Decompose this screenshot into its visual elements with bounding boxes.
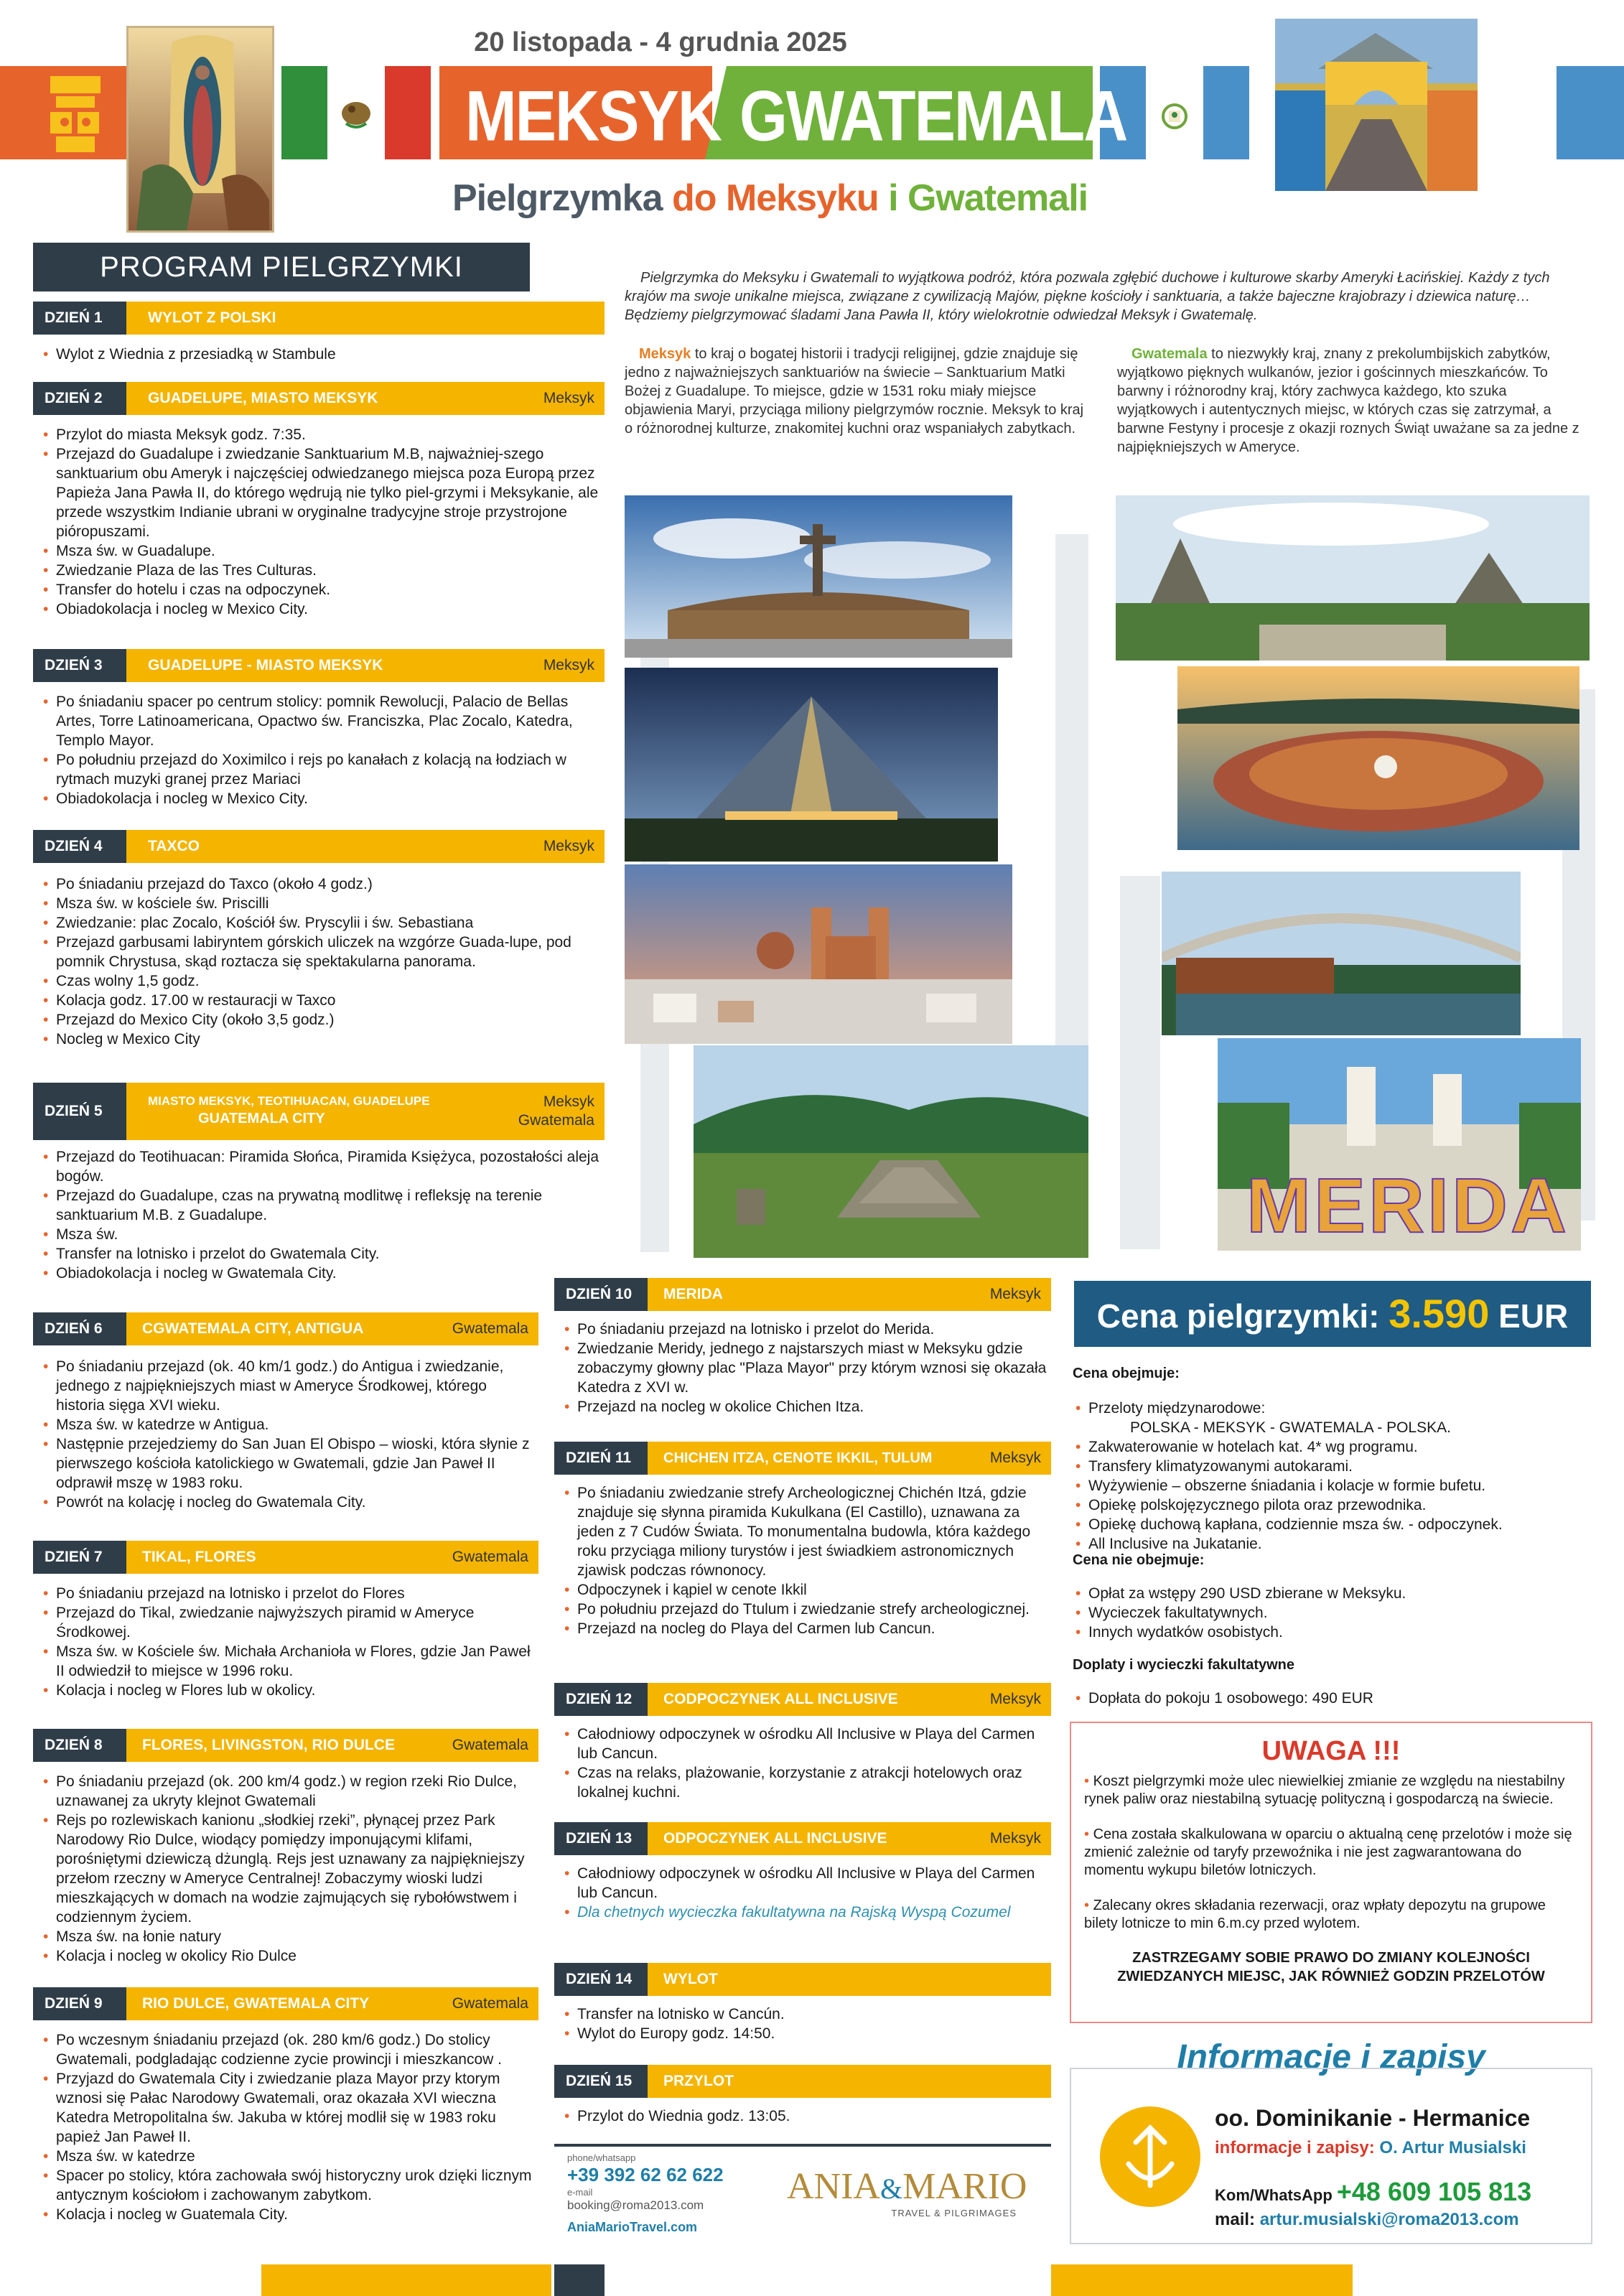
day-place: Gwatemala xyxy=(452,1320,528,1337)
day-place-line-2: Gwatemala xyxy=(518,1112,594,1129)
day-place: Meksyk xyxy=(989,1286,1041,1302)
day-13-header xyxy=(554,1822,1051,1855)
list-item: • Przylot do Wiednia godz. 13:05. xyxy=(561,2106,1047,2126)
list-item: • Obiadokolacja i nocleg w Gwatemala City. xyxy=(40,1264,600,1283)
day-title: GUADELUPE - MIASTO MEKSYK xyxy=(126,649,605,682)
list-item: • Przeloty międzynarodowe: xyxy=(1073,1399,1590,1418)
info-contact xyxy=(1215,2138,1526,2158)
bullet-icon: • xyxy=(1084,1773,1093,1789)
mexico-text: to kraj o bogatej historii i tradycji religijnej, gdzie znajduje się jedno z najważniejszych sanktuariów na świecie – Sanktuarium Matki Bożej z Guadalupe. To miejsce, gdzie w 1531 roku miały miejsce objawienia Maryi, przyciąga miliony pielgrzymów rocznie. Meksyk to kraj o różnorodnej kulturze, znakomitej kuchni oraz wspaniałych zabytkach. xyxy=(625,346,1084,437)
list-item: • Czas na relaks, plażowanie, korzystanie z atrakcji hotelowych oraz lokalnej kuchni. xyxy=(561,1763,1047,1802)
day-title: TAXCO xyxy=(126,830,605,863)
day-title: FLORES, LIVINGSTON, RIO DULCE xyxy=(126,1729,538,1762)
day-9-list xyxy=(40,2030,536,2224)
list-item: • Po śniadaniu przejazd do Taxco (około 4 godz.) xyxy=(40,874,600,894)
day-label: DZIEŃ 12 xyxy=(554,1683,648,1716)
price-includes xyxy=(1073,1364,1590,1554)
day-place: Meksyk xyxy=(543,657,594,673)
day-place: Meksyk xyxy=(989,1450,1041,1466)
list-item: • Całodniowy odpoczynek w ośrodku All Inclusive w Playa del Carmen lub Cancun. xyxy=(561,1725,1047,1763)
day-place: Gwatemala xyxy=(452,1737,528,1753)
day-title: PRZYLOT xyxy=(648,2065,1051,2098)
list-item: • Przejazd do Tikal, zwiedzanie najwyższych piramid w Ameryce Środkowej. xyxy=(40,1603,536,1642)
footer-bar-yellow-right xyxy=(1051,2264,1353,2296)
mexico-name: Meksyk xyxy=(639,346,691,362)
day-title: GUADELUPE, MIASTO MEKSYK xyxy=(126,382,605,415)
price-label: Cena pielgrzymki: xyxy=(1096,1297,1389,1335)
list-item: • Przejazd garbusami labiryntem górskich uliczek na wzgórze Guada-lupe, pod pomnik Chrystusa, skąd roztacza się spektakularna panorama. xyxy=(40,933,600,971)
dominican-logo-icon xyxy=(1100,2106,1200,2207)
bullet-icon: • xyxy=(1084,1898,1093,1913)
day-3-list xyxy=(40,692,600,808)
agency-logo-amp: & xyxy=(879,2173,903,2205)
list-item-optional-trip: • Dla chetnych wycieczka fakultatywna na Rajską Wyspą Cozumel xyxy=(561,1903,1047,1922)
day-title: CODPOCZYNEK ALL INCLUSIVE xyxy=(648,1683,1051,1716)
day-12-list xyxy=(561,1725,1047,1802)
list-item: • Po południu przejazd do Xoximilco i rejs po kanałach z kolacją na łodziach w rytmach muzyki granej przez Mariaci xyxy=(40,750,600,789)
day-title-line-2: GUATEMALA CITY xyxy=(198,1111,325,1126)
list-item: • Zwiedzanie Meridy, jednego z najstarszych miast w Meksyku gdzie zobaczymy głowny plac "Plaza Mayor" przy którym wznosi się okazała Katedra z XVI w. xyxy=(561,1339,1047,1397)
day-2-header xyxy=(33,382,605,415)
day-5-list xyxy=(40,1147,600,1283)
info-phone-number[interactable]: +48 609 105 813 xyxy=(1336,2177,1532,2206)
includes-route: POLSKA - MEKSYK - GWATEMALA - POLSKA. xyxy=(1130,1419,1451,1436)
list-item: • Odpoczynek i kąpiel w cenote Ikkil xyxy=(561,1580,1047,1600)
header-band-right-blue xyxy=(1557,66,1624,159)
day-label: DZIEŃ 13 xyxy=(554,1822,648,1855)
list-item: • Msza św. w kościele św. Priscilli xyxy=(40,894,600,913)
day-1-list xyxy=(40,345,600,364)
header-band-mx-green xyxy=(281,66,327,159)
warning-item xyxy=(1084,1897,1577,1933)
price-excludes xyxy=(1073,1551,1590,1642)
list-item: • Opłat za wstępy 290 USD zbierane w Meksyku. xyxy=(1073,1584,1590,1603)
info-phone-label: Kom/WhatsApp xyxy=(1215,2186,1337,2204)
list-item: • Msza św. na łonie natury xyxy=(40,1927,536,1946)
rio-dulce-bridge-photo xyxy=(1162,872,1521,1035)
footer-bar-yellow-left xyxy=(261,2264,551,2296)
list-item: • Po śniadaniu zwiedzanie strefy Archeologicznej Chichén Itzá, gdzie znajduje się słynna piramida Kukulkana (El Castillo), uznawana za jeden z 7 Cudów Świata. To monumentalna budowla, która każdego roku przyciąga miliony turystów i jest świadkiem astronomicznych zjawisk podczas równonocy. xyxy=(561,1483,1047,1580)
taxco-city-photo xyxy=(625,864,1012,1044)
day-8-list xyxy=(40,1772,536,1966)
list-item: • Po śniadaniu spacer po centrum stolicy: pomnik Rewolucji, Palacio de Bellas Artes, Torre Latinoamericana, Opactwo św. Franciszka, Plac Zocalo, Katedra, Templo Mayor. xyxy=(40,692,600,750)
list-item: • Następnie przejedziemy do San Juan El Obispo – wioski, która słynie z pierwszego kościoła katolickiego w Gwatemali, gdzie Jan Paweł II odprawił mszę w 1983 roku. xyxy=(40,1434,536,1493)
list-item: • Opiekę duchową kapłana, codziennie msza św. - odpoczynek. xyxy=(1073,1515,1590,1534)
list-item: • Transfer do hotelu i czas na odpoczynek. xyxy=(40,580,600,599)
list-item: • Wylot z Wiednia z przesiadką w Stambule xyxy=(40,345,600,364)
guatemala-name: Gwatemala xyxy=(1131,346,1208,362)
info-heading: Informacje i zapisy xyxy=(1177,2038,1485,2076)
list-item: • Zakwaterowanie w hotelach kat. 4* wg programu. xyxy=(1073,1437,1590,1457)
extra-heading: Doplaty i wycieczki fakultatywne xyxy=(1073,1657,1294,1673)
list-item: • Msza św. w katedrze xyxy=(40,2147,536,2166)
info-mail-label: mail: xyxy=(1215,2210,1260,2229)
extra-costs xyxy=(1073,1656,1590,1708)
list-item: • Nocleg w Mexico City xyxy=(40,1030,600,1049)
intro-text: Pielgrzymka do Meksyku i Gwatemali to wyjątkowa podróż, która pozwala zgłębić duchowe i kulturowe skarby Ameryki Łacińskiej. Każdy z tych krajów ma swoje unikalne miejsca, związane z cywilizacją Majów, piękne kościoły i sanktuaria, a także bajeczne krajobrazy i dziewica naturę… Będziemy pielgrzymować śladami Jana Pawła II, który wielokrotnie odwiedzał Meksyk i Gwatemalę. xyxy=(625,270,1550,323)
warning-item xyxy=(1084,1826,1577,1880)
agency-phone[interactable]: +39 392 62 62 622 xyxy=(567,2164,724,2185)
list-item: • Rejs po rozlewiskach kanionu „słodkiej rzeki”, płynącej przez Park Narodowy Rio Dulce, wiodący pomiędzy imponującymi klifami, porośniętymi dziewiczą dżunglą. Rejs jest uznawany za najpiękniejszy przełom rzeczny w Ameryce Centralnej! Zobaczymy wioski ludzi mieszkających w domach na wodzie zajmujących się rybołówstwem i codziennym życiem. xyxy=(40,1811,536,1927)
day-title: TIKAL, FLORES xyxy=(126,1541,538,1574)
list-item: • Wyżywienie – obszerne śniadania i kolacje w formie bufetu. xyxy=(1073,1476,1590,1495)
teotihuacan-pyramid-photo xyxy=(694,1045,1088,1258)
day-9-header xyxy=(33,1987,538,2020)
list-item: • Wycieczek fakultatywnych. xyxy=(1073,1603,1590,1623)
list-item: • Wylot do Europy godz. 14:50. xyxy=(561,2024,1047,2043)
day-title: CHICHEN ITZA, CENOTE IKKIL, TULUM xyxy=(648,1442,1051,1475)
list-item: • Kolacja i nocleg w okolicy Rio Dulce xyxy=(40,1946,536,1966)
subtitle xyxy=(452,177,1088,220)
list-item: • Przyjazd do Gwatemala City i zwiedzanie plaza Mayor przy ktorym wznosi się Pałac Narodowy Gwatemali, oraz okazała XVI wieczna Katedra Metropolitalna św. Jakuba w której modlił się w 1983 roku papież Jan Paweł II. xyxy=(40,2069,536,2147)
guatemala-coat-of-arms-icon xyxy=(1157,99,1192,134)
list-item: • Innych wydatków osobistych. xyxy=(1073,1623,1590,1642)
day-11-header xyxy=(554,1442,1051,1475)
day-6-header xyxy=(33,1312,538,1345)
day-label: DZIEŃ 7 xyxy=(33,1541,126,1574)
list-item: • Transfer na lotnisko w Cancún. xyxy=(561,2005,1047,2024)
agency-email[interactable]: booking@roma2013.com xyxy=(567,2198,704,2212)
title-guatemala: GWATEMALA xyxy=(739,77,1127,157)
day-place: Meksyk xyxy=(989,1830,1041,1847)
trip-dates: 20 listopada - 4 grudnia 2025 xyxy=(474,27,847,57)
day-8-header xyxy=(33,1729,538,1762)
list-item: • Transfer na lotnisko i przelot do Gwatemala City. xyxy=(40,1244,600,1264)
day-3-header xyxy=(33,649,605,682)
list-item: • Przejazd na nocleg do Playa del Carmen lub Cancun. xyxy=(561,1619,1047,1638)
list-item: • Obiadokolacja i nocleg w Mexico City. xyxy=(40,789,600,808)
list-item: • Kolacja i nocleg w Flores lub w okolicy. xyxy=(40,1681,536,1700)
agency-logo-word-2: MARIO xyxy=(902,2166,1027,2207)
list-item: • Przejazd do Guadalupe i zwiedzanie Sanktuarium M.B, najważniej-szego sanktuarium obu Ameryk i najczęściej odwiedzanego miejsca poza Europą przez Papieża Jana Pawła II, do którego wędrują nie tylko piel-grzymi i Meksykanie, ale przede wszystkim Indianie ubrani w oryginalne tradycyjne stroje przystrojone pióropuszami. xyxy=(40,444,600,541)
extra-list xyxy=(1073,1689,1590,1708)
list-item: • Czas wolny 1,5 godz. xyxy=(40,971,600,991)
day-10-list xyxy=(561,1320,1047,1417)
info-box xyxy=(1070,2068,1592,2244)
list-item: • Po wczesnym śniadaniu przejazd (ok. 280 km/6 godz.) Do stolicy Gwatemali, podgladając codzienne zycie prowincji i mieszkancow . xyxy=(40,2030,536,2069)
day-4-header xyxy=(33,830,605,863)
day-4-list xyxy=(40,874,600,1049)
day-6-list xyxy=(40,1357,536,1512)
day-1-header xyxy=(33,302,605,335)
excludes-list xyxy=(1073,1584,1590,1642)
subtitle-part-3: Meksyku xyxy=(725,177,889,219)
guadalupe-basilica-photo xyxy=(625,495,1012,658)
day-title: WYLOT xyxy=(648,1963,1051,1996)
merida-sign-text: MERIDA xyxy=(1246,1162,1569,1249)
day-14-list xyxy=(561,2005,1047,2043)
list-item: • Całodniowy odpoczynek w ośrodku All Inclusive w Playa del Carmen lub Cancun. xyxy=(561,1864,1047,1903)
agency-logo-word-1: ANIA xyxy=(787,2166,880,2207)
day-13-list xyxy=(561,1864,1047,1922)
list-item: • Kolacja i nocleg w Guatemala City. xyxy=(40,2205,536,2224)
list-item: • Msza św. w Guadalupe. xyxy=(40,541,600,561)
guadalupe-painting-image xyxy=(126,26,274,233)
day-place-line-1: Meksyk xyxy=(543,1093,594,1110)
includes-heading: Cena obejmuje: xyxy=(1073,1366,1180,1381)
day-title-line-1: MIASTO MEKSYK, TEOTIHUACAN, GUADELUPE xyxy=(148,1094,430,1108)
info-org: oo. Dominikanie - Hermanice xyxy=(1215,2105,1531,2131)
day-15-list xyxy=(561,2106,1047,2126)
aztec-emblem-icon xyxy=(43,72,108,158)
list-item: • Msza św. w Kościele św. Michała Archanioła w Flores, gdzie Jan Paweł II odwiedził to miejsce w 1996 roku. xyxy=(40,1642,536,1681)
subtitle-part-1: Pielgrzymka xyxy=(452,177,672,219)
day-label: DZIEŃ 5 xyxy=(33,1083,126,1140)
day-place: Meksyk xyxy=(543,390,594,406)
agency-logo-tagline: TRAVEL & PILGRIMAGES xyxy=(891,2208,1017,2218)
day-label: DZIEŃ 6 xyxy=(33,1312,126,1345)
day-7-header xyxy=(33,1541,538,1574)
day-label: DZIEŃ 1 xyxy=(33,302,126,335)
bullet-icon: • xyxy=(1084,1826,1093,1842)
warning-item-text: Zalecany okres składania rezerwacji, oraz wpłaty depozytu na grupowe bilety lotnicze to min 6.m.cy przed wylotem. xyxy=(1084,1898,1546,1931)
warning-item xyxy=(1084,1773,1577,1809)
info-mail-address[interactable]: artur.musialski@roma2013.com xyxy=(1259,2210,1519,2229)
list-item: • Przylot do miasta Meksyk godz. 7:35. xyxy=(40,425,600,444)
mexico-coat-of-arms-icon xyxy=(336,92,376,132)
list-item: • Msza św. w katedrze w Antigua. xyxy=(40,1415,536,1434)
program-heading: PROGRAM PIELGRZYMKI xyxy=(33,243,530,291)
day-label: DZIEŃ 14 xyxy=(554,1963,648,1996)
day-5-header xyxy=(33,1083,605,1140)
day-15-header xyxy=(554,2065,1051,2098)
header-band-mx-red xyxy=(385,66,431,159)
info-contact-name: O. Artur Musialski xyxy=(1379,2138,1526,2157)
list-item: • Po śniadaniu przejazd (ok. 200 km/4 godz.) w region rzeki Rio Dulce, uznawanej za ukryty klejnot Gwatemali xyxy=(40,1772,536,1811)
footer-bar-navy xyxy=(554,2264,605,2296)
flores-island-photo xyxy=(1177,666,1579,850)
collage-bar-mid-right xyxy=(1120,876,1160,1249)
mexico-description xyxy=(625,345,1084,438)
price-currency: EUR xyxy=(1489,1297,1569,1335)
day-10-header xyxy=(554,1278,1051,1311)
day-label: DZIEŃ 4 xyxy=(33,830,126,863)
list-item: • Po śniadaniu przejazd (ok. 40 km/1 godz.) do Antigua i zwiedzanie, jednego z najpiękniejszych miast w Ameryce Środkowej, którego historia sięga XVI wieku. xyxy=(40,1357,536,1415)
day-label: DZIEŃ 3 xyxy=(33,649,126,682)
subtitle-part-4: i xyxy=(888,177,907,219)
warning-box xyxy=(1070,1722,1592,2023)
list-item: • Po śniadaniu przejazd na lotnisko i przelot do Merida. xyxy=(561,1320,1047,1339)
day-title: MERIDA xyxy=(648,1278,1051,1311)
tikal-temple-photo xyxy=(1116,495,1590,661)
teotihuacan-church-photo xyxy=(625,668,998,862)
day-label: DZIEŃ 8 xyxy=(33,1729,126,1762)
day-label: DZIEŃ 15 xyxy=(554,2065,648,2098)
list-item: • Obiadokolacja i nocleg w Mexico City. xyxy=(40,599,600,619)
warning-footer: ZASTRZEGAMY SOBIE PRAWO DO ZMIANY KOLEJNOŚCI ZWIEDZANYCH MIEJSC, JAK RÓWNIEŻ GODZIN PRZELOTÓW xyxy=(1117,1950,1545,1984)
list-item: • Przejazd do Mexico City (około 3,5 godz.) xyxy=(40,1010,600,1030)
excludes-heading: Cena nie obejmuje: xyxy=(1073,1552,1205,1568)
list-item: • Msza św. xyxy=(40,1225,600,1244)
info-mail xyxy=(1215,2210,1519,2230)
list-item: • Opiekę polskojęzycznego pilota oraz przewodnika. xyxy=(1073,1495,1590,1515)
list-item: • Przejazd do Guadalupe, czas na prywatną modlitwę i refleksję na terenie sanktuarium M.B. z Guadalupe. xyxy=(40,1186,600,1225)
day-title: ODPOCZYNEK ALL INCLUSIVE xyxy=(648,1822,1051,1855)
includes-list xyxy=(1073,1399,1590,1554)
day-place: Gwatemala xyxy=(452,1995,528,2012)
day-11-list xyxy=(561,1483,1047,1638)
day-label: DZIEŃ 11 xyxy=(554,1442,648,1475)
subtitle-part-5: Gwatemali xyxy=(907,177,1088,219)
day-title: WYLOT Z POLSKI xyxy=(126,302,605,335)
warning-item-text: Cena została skalkulowana w oparciu o aktualną cenę przelotów i może się zmienić zależnie od taryfy przewoźnika i nie jest zagwarantowana do momentu wykupu biletów lotniczych. xyxy=(1084,1826,1572,1878)
list-item: • Transfery klimatyzowanymi autokarami. xyxy=(1073,1457,1590,1476)
day-title: CGWATEMALA CITY, ANTIGUA xyxy=(126,1312,538,1345)
day-14-header xyxy=(554,1963,1051,1996)
day-place: Meksyk xyxy=(543,838,594,854)
agency-email-label: e-mail xyxy=(567,2187,593,2198)
day-place xyxy=(518,1083,594,1129)
merida-sign-photo xyxy=(1218,1038,1581,1251)
list-item: • Spacer po stolicy, która zachowała swój historyczny urok dzięki licznym antycznym kościołom i zachowanym zabytkom. xyxy=(40,2166,536,2205)
list-item: • Zwiedzanie: plac Zocalo, Kościół św. Pryscylii i św. Sebastiana xyxy=(40,913,600,933)
list-item: • Kolacja godz. 17.00 w restauracji w Taxco xyxy=(40,991,600,1010)
header-band-gt-blue2 xyxy=(1203,66,1249,159)
info-phone xyxy=(1215,2177,1531,2207)
day-7-list xyxy=(40,1584,536,1700)
agency-logo xyxy=(787,2165,1038,2230)
title-mexico: MEKSYK xyxy=(465,77,721,157)
list-item: • Zwiedzanie Plaza de las Tres Culturas. xyxy=(40,561,600,580)
antigua-street-photo xyxy=(1275,19,1478,191)
agency-phone-label: phone/whatsapp xyxy=(567,2152,636,2163)
day-title: RIO DULCE, GWATEMALA CITY xyxy=(126,1987,538,2020)
subtitle-part-2: do xyxy=(671,177,726,219)
day-2-list xyxy=(40,425,600,619)
list-item: • Po śniadaniu przejazd na lotnisko i przelot do Flores xyxy=(40,1584,536,1603)
info-contact-label: informacje i zapisy: xyxy=(1215,2138,1380,2157)
list-item: • Powrót na kolację i nocleg do Gwatemala City. xyxy=(40,1493,536,1512)
list-item: • Przejazd do Teotihuacan: Piramida Słońca, Piramida Księżyca, pozostałości aleja bogów. xyxy=(40,1147,600,1186)
agency-website[interactable]: AniaMarioTravel.com xyxy=(567,2220,698,2234)
price-value: 3.590 xyxy=(1389,1291,1490,1336)
day-label: DZIEŃ 2 xyxy=(33,382,126,415)
warning-item-text: Koszt pielgrzymki może ulec niewielkiej zmianie ze względu na niestabilny rynek paliw oraz niestabilną sytuację polityczną i gospodarczą na świecie. xyxy=(1084,1773,1565,1807)
day-place: Gwatemala xyxy=(452,1549,528,1565)
guatemala-description xyxy=(1117,345,1579,457)
agency-box xyxy=(554,2144,1051,2244)
guatemala-text: to niezwykły kraj, znany z prekolumbijskich zabytków, wyjątkowo pięknych wulkanów, jezior i gościnnych mieszkańców. To barwny i różnorodny kraj, który zachwyca każdego, kto szuka wyjątkowych i autentycznych miejsc, w których czas się zatrzymał, a barwne Festyny i procesje z okazji roznych Świąt uważane sa za jedne z najpiękniejszych w Ameryce. xyxy=(1117,346,1579,455)
list-item: • Dopłata do pokoju 1 osobowego: 490 EUR xyxy=(1073,1689,1590,1708)
list-item: • All Inclusive na Jukatanie. xyxy=(1073,1534,1590,1554)
warning-items xyxy=(1071,1767,1591,1933)
day-label: DZIEŃ 9 xyxy=(33,1987,126,2020)
list-item: • Przejazd na nocleg w okolice Chichen Itza. xyxy=(561,1397,1047,1417)
day-label: DZIEŃ 10 xyxy=(554,1278,648,1311)
price-banner xyxy=(1074,1281,1591,1347)
day-12-header xyxy=(554,1683,1051,1716)
warning-heading: UWAGA !!! xyxy=(1261,1736,1401,1766)
list-item: • Po południu przejazd do Ttulum i zwiedzanie strefy archeologicznej. xyxy=(561,1600,1047,1619)
day-place: Meksyk xyxy=(989,1691,1041,1707)
